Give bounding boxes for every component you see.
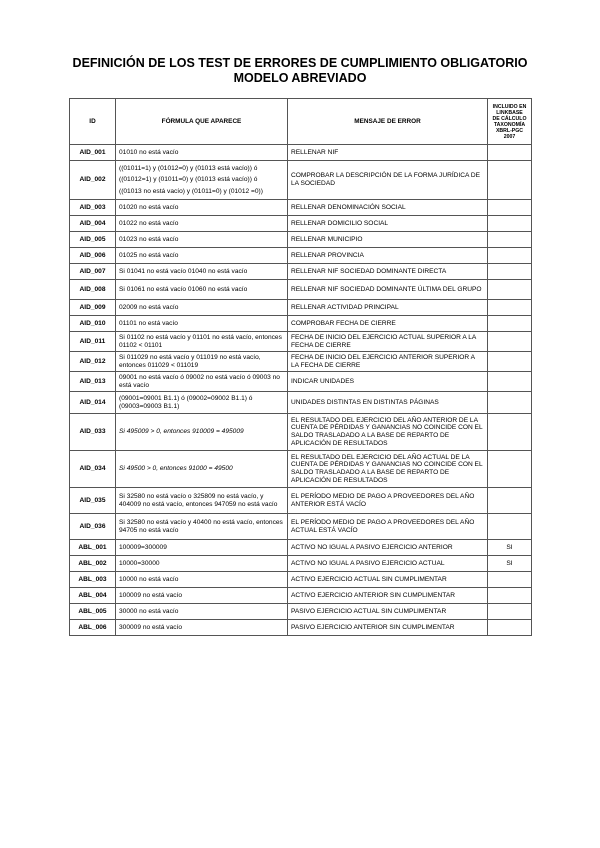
row-included <box>488 588 532 604</box>
row-formula: Si 011029 no está vacío y 011019 no está vacío, entonces 011029 < 011019 <box>116 352 288 372</box>
row-included <box>488 280 532 300</box>
row-id: ABL_002 <box>70 556 116 572</box>
row-message: EL RESULTADO DEL EJERCICIO DEL AÑO ACTUAL DE LA CUENTA DE PÉRDIDAS Y GANANCIAS NO COINCIDE CON EL SALDO TRASLADADO A LA BASE DE REPARTO DE APLICACIÓN DE RESULTADOS <box>288 451 488 488</box>
row-id: AID_007 <box>70 264 116 280</box>
row-formula: 01023 no está vacío <box>116 232 288 248</box>
row-message: PASIVO EJERCICIO ACTUAL SIN CUMPLIMENTAR <box>288 604 488 620</box>
row-formula: 01020 no está vacío <box>116 200 288 216</box>
header-formula: FÓRMULA QUE APARECE <box>116 99 288 145</box>
header-included-line: DE CÁLCULO <box>492 115 527 122</box>
table-row <box>70 556 532 572</box>
title-line-1: DEFINICIÓN DE LOS TEST DE ERRORES DE CUMPLIMIENTO OBLIGATORIO <box>72 56 528 70</box>
row-included <box>488 332 532 352</box>
row-message: EL RESULTADO DEL EJERCICIO DEL AÑO ANTERIOR DE LA CUENTA DE PÉRDIDAS Y GANANCIAS NO COINCIDE CON EL SALDO TRASLADADO A LA BASE DE REPARTO DE APLICACIÓN DE RESULTADOS <box>288 414 488 451</box>
formula-line: ((01013 no está vacío) y (01011=0) y (01012 =0)) <box>119 187 263 195</box>
header-included-line: 2007 <box>503 133 516 140</box>
row-message: FECHA DE INICIO DEL EJERCICIO ACTUAL SUPERIOR A LA FECHA DE CIERRE <box>288 332 488 352</box>
row-included <box>488 451 532 488</box>
row-included <box>488 216 532 232</box>
header-included-line: LINKBASE <box>496 109 523 116</box>
row-included: SI <box>488 540 532 556</box>
row-id: AID_009 <box>70 300 116 316</box>
row-message: RELLENAR DENOMINACIÓN SOCIAL <box>288 200 488 216</box>
header-included-line: XBRL-PGC <box>495 127 524 134</box>
row-id: AID_011 <box>70 332 116 352</box>
row-included <box>488 232 532 248</box>
row-id: AID_005 <box>70 232 116 248</box>
row-formula: 01025 no está vacío <box>116 248 288 264</box>
row-id: AID_004 <box>70 216 116 232</box>
row-formula: 02009 no está vacío <box>116 300 288 316</box>
row-formula: 01101 no está vacío <box>116 316 288 332</box>
table-row <box>70 352 532 372</box>
row-formula: Si 01041 no está vacío 01040 no está vacío <box>116 264 288 280</box>
row-id: AID_036 <box>70 514 116 540</box>
header-included-line: TAXONOMÍA <box>493 121 526 128</box>
row-formula: 10000 no está vacío <box>116 572 288 588</box>
row-message: RELLENAR NIF SOCIEDAD DOMINANTE ÚLTIMA DEL GRUPO <box>288 280 488 300</box>
table-row <box>70 200 532 216</box>
formula-line: Si 495009 > 0, entonces 910009 = 495009 <box>119 428 244 436</box>
table-row <box>70 514 532 540</box>
row-included <box>488 248 532 264</box>
row-id: AID_008 <box>70 280 116 300</box>
row-included <box>488 145 532 161</box>
row-message: FECHA DE INICIO DEL EJERCICIO ANTERIOR SUPERIOR A LA FECHA DE CIERRE <box>288 352 488 372</box>
row-id: ABL_003 <box>70 572 116 588</box>
row-included <box>488 372 532 392</box>
row-included <box>488 514 532 540</box>
row-formula <box>116 414 288 451</box>
row-formula: 01010 no está vacío <box>116 145 288 161</box>
row-id: AID_033 <box>70 414 116 451</box>
row-message: RELLENAR PROVINCIA <box>288 248 488 264</box>
row-included <box>488 200 532 216</box>
error-tests-table <box>69 98 532 636</box>
table-row <box>70 280 532 300</box>
row-included <box>488 264 532 280</box>
row-id: AID_013 <box>70 372 116 392</box>
table-row <box>70 451 532 488</box>
document-title <box>0 56 600 86</box>
row-id: ABL_004 <box>70 588 116 604</box>
row-message: EL PERÍODO MEDIO DE PAGO A PROVEEDORES DEL AÑO ANTERIOR ESTÁ VACÍO <box>288 488 488 514</box>
row-id: ABL_001 <box>70 540 116 556</box>
row-message: COMPROBAR FECHA DE CIERRE <box>288 316 488 332</box>
row-included <box>488 352 532 372</box>
row-included: SI <box>488 556 532 572</box>
header-included-line: INCLUIDO EN <box>492 103 527 110</box>
row-message: RELLENAR MUNICIPIO <box>288 232 488 248</box>
table-row <box>70 300 532 316</box>
table-row <box>70 332 532 352</box>
row-message: ACTIVO EJERCICIO ANTERIOR SIN CUMPLIMENTAR <box>288 588 488 604</box>
row-message: RELLENAR DOMICILIO SOCIAL <box>288 216 488 232</box>
header-included <box>488 99 532 145</box>
row-formula: 09001 no está vacío ó 09002 no está vacío ó 09003 no está vacío <box>116 372 288 392</box>
row-id: AID_001 <box>70 145 116 161</box>
row-message: RELLENAR NIF SOCIEDAD DOMINANTE DIRECTA <box>288 264 488 280</box>
table-row <box>70 588 532 604</box>
row-formula: Si 01102 no está vacío y 01101 no está vacío, entonces 01102 < 01101 <box>116 332 288 352</box>
table-row <box>70 232 532 248</box>
row-id: AID_003 <box>70 200 116 216</box>
row-included <box>488 414 532 451</box>
row-message: EL PERÍODO MEDIO DE PAGO A PROVEEDORES DEL AÑO ACTUAL ESTÁ VACÍO <box>288 514 488 540</box>
row-message: ACTIVO NO IGUAL A PASIVO EJERCICIO ACTUAL <box>288 556 488 572</box>
row-formula: (09001=09001 B1.1) ó (09002=09002 B1.1) ó (09003=09003 B1.1) <box>116 392 288 414</box>
row-id: AID_002 <box>70 161 116 200</box>
row-included <box>488 604 532 620</box>
row-message: ACTIVO EJERCICIO ACTUAL SIN CUMPLIMENTAR <box>288 572 488 588</box>
table-row <box>70 216 532 232</box>
table-row <box>70 488 532 514</box>
table-row <box>70 372 532 392</box>
row-formula: 01022 no está vacío <box>116 216 288 232</box>
title-line-2: MODELO ABREVIADO <box>233 71 367 85</box>
table-row <box>70 264 532 280</box>
row-included <box>488 572 532 588</box>
row-included <box>488 488 532 514</box>
row-formula: Si 32580 no está vacío y 40400 no está vacío, entonces 94705 no está vacío <box>116 514 288 540</box>
row-message: RELLENAR ACTIVIDAD PRINCIPAL <box>288 300 488 316</box>
row-message: UNIDADES DISTINTAS EN DISTINTAS PÁGINAS <box>288 392 488 414</box>
row-message: ACTIVO NO IGUAL A PASIVO EJERCICIO ANTERIOR <box>288 540 488 556</box>
table-row <box>70 620 532 636</box>
row-message: COMPROBAR LA DESCRIPCIÓN DE LA FORMA JURÍDICA DE LA SOCIEDAD <box>288 161 488 200</box>
row-id: ABL_006 <box>70 620 116 636</box>
row-formula: 100009=300009 <box>116 540 288 556</box>
table-header-row <box>70 99 532 145</box>
row-formula: 300009 no está vacío <box>116 620 288 636</box>
row-included <box>488 392 532 414</box>
row-id: AID_034 <box>70 451 116 488</box>
table-row <box>70 540 532 556</box>
row-included <box>488 161 532 200</box>
row-included <box>488 300 532 316</box>
table-row <box>70 392 532 414</box>
row-id: AID_012 <box>70 352 116 372</box>
row-formula: Si 32580 no está vacío o 325809 no está vacío, y 404009 no está vacío, entonces 947059 no está vacío <box>116 488 288 514</box>
table-row <box>70 248 532 264</box>
table-row <box>70 414 532 451</box>
formula-line: ((01011=1) y (01012=0) y (01013 está vacío)) ó <box>119 164 258 172</box>
table-row <box>70 572 532 588</box>
row-id: AID_010 <box>70 316 116 332</box>
row-message: INDICAR UNIDADES <box>288 372 488 392</box>
formula-line: ((01012=1) y (01011=0) y (01013 está vacío)) ó <box>119 176 258 184</box>
header-id: ID <box>70 99 116 145</box>
row-id: AID_014 <box>70 392 116 414</box>
row-id: ABL_005 <box>70 604 116 620</box>
row-included <box>488 316 532 332</box>
row-message: RELLENAR NIF <box>288 145 488 161</box>
row-formula <box>116 451 288 488</box>
table-row <box>70 316 532 332</box>
header-message: MENSAJE DE ERROR <box>288 99 488 145</box>
row-id: AID_006 <box>70 248 116 264</box>
row-formula: Si 01061 no está vacío 01060 no está vacío <box>116 280 288 300</box>
formula-line: Si 49500 > 0, entonces 91000 = 49500 <box>119 465 233 473</box>
row-formula: 30000 no está vacío <box>116 604 288 620</box>
row-formula: 100009 no está vacío <box>116 588 288 604</box>
table-row <box>70 161 532 200</box>
row-formula <box>116 161 288 200</box>
table-row <box>70 145 532 161</box>
row-included <box>488 620 532 636</box>
row-id: AID_035 <box>70 488 116 514</box>
row-formula: 10000=30000 <box>116 556 288 572</box>
table-row <box>70 604 532 620</box>
row-message: PASIVO EJERCICIO ANTERIOR SIN CUMPLIMENTAR <box>288 620 488 636</box>
